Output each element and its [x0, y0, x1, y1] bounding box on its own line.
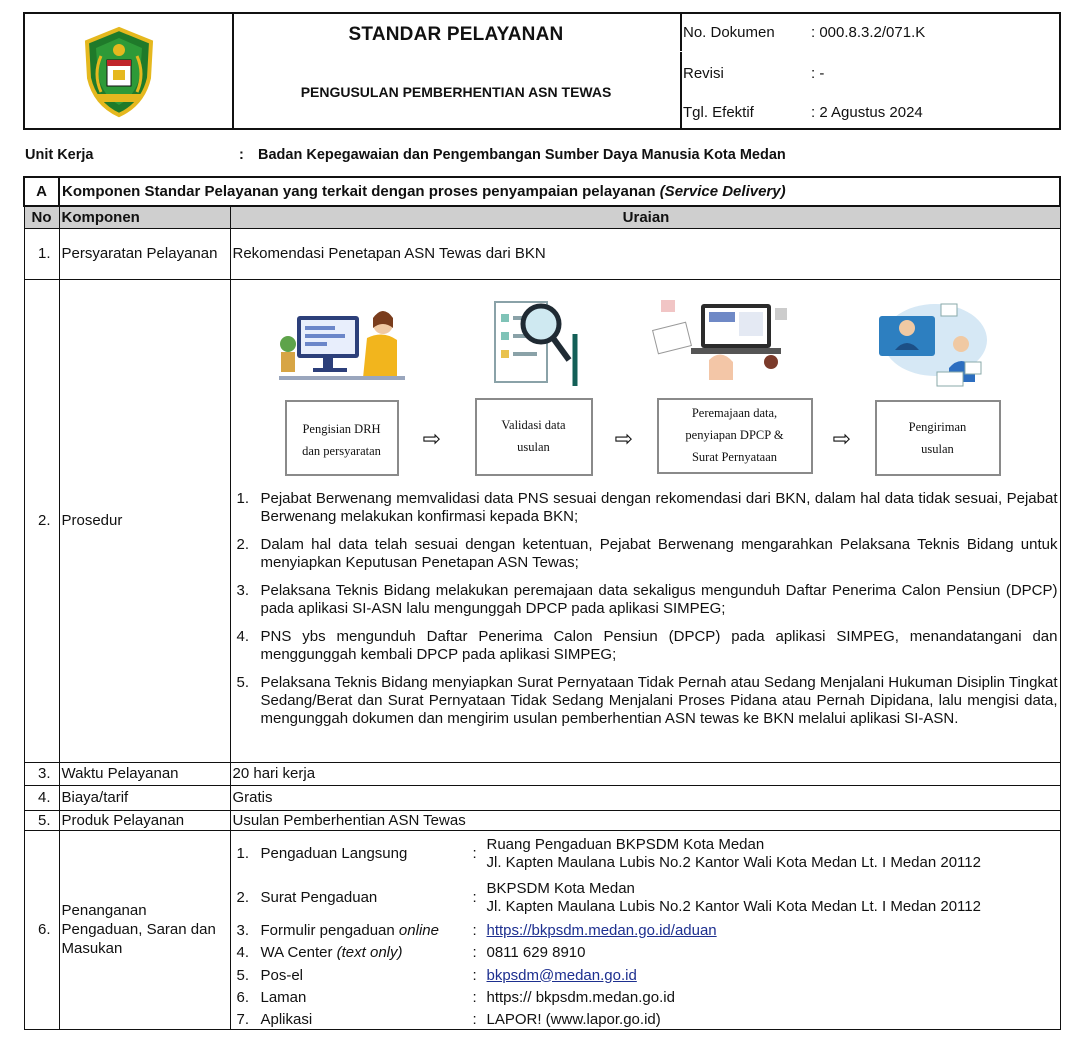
document-title: STANDAR PELAYANAN	[348, 24, 564, 45]
meta-value: : 000.8.3.2/071.K	[811, 24, 926, 41]
prosedur-content	[230, 279, 1060, 762]
section-title: Komponen Standar Pelayanan yang terkait dengan proses penyampaian pelayanan (Service Delivery)	[59, 177, 1060, 206]
meta-label: No. Dokumen	[683, 24, 775, 41]
list-item: 1. Pejabat Berwenang memvalidasi data PNS sesuai dengan rekomendasi dari BKN, dalam hal data tidak sesuai, Pejabat Berwenang melakukan konfirmasi kepada BKN;	[236, 489, 1058, 525]
row-komponen: Prosedur	[59, 279, 230, 762]
flow-step-pengiriman: Pengiriman usulan	[875, 400, 1001, 476]
flow-arrow-icon: ⇨	[614, 425, 633, 451]
row-number: 5.	[24, 810, 59, 830]
table-row	[24, 810, 1060, 830]
meta-value: : -	[811, 65, 825, 82]
document-subtitle: PENGUSULAN PEMBERHENTIAN ASN TEWAS	[300, 84, 612, 100]
row-uraian: 20 hari kerja	[230, 762, 1060, 785]
kota-medan-emblem-icon	[79, 26, 159, 118]
unit-kerja-colon: :	[239, 147, 244, 163]
unit-kerja-value: Badan Kepegawaian dan Pengembangan Sumber Daya Manusia Kota Medan	[258, 147, 786, 163]
list-item: 2. Dalam hal data telah sesuai dengan ketentuan, Pejabat Berwenang mengarahkan Pelaksana Teknis Bidang untuk menyiapkan Keputusan Penetapan ASN Tewas;	[236, 535, 1058, 571]
table-row-pengaduan	[24, 830, 1060, 1029]
row-number: 3.	[24, 762, 59, 785]
row-uraian: Usulan Pemberhentian ASN Tewas	[230, 810, 1060, 830]
unit-kerja	[25, 147, 786, 163]
document-header	[23, 12, 1061, 130]
meta-label: Tgl. Efektif	[683, 104, 754, 121]
prosedur-steps	[235, 490, 1058, 738]
standar-pelayanan-table	[23, 176, 1061, 1030]
section-letter: A	[24, 177, 59, 206]
table-row	[24, 228, 1060, 279]
document-meta	[680, 14, 1059, 128]
magnifier-checklist-icon	[489, 294, 585, 390]
row-number: 2.	[24, 279, 59, 762]
row-number: 4.	[24, 785, 59, 810]
col-komponen: Komponen	[59, 206, 230, 228]
table-row	[24, 785, 1060, 810]
row-komponen: Produk Pelayanan	[59, 810, 230, 830]
flow-arrow-icon: ⇨	[832, 425, 851, 451]
row-number: 6.	[24, 830, 59, 1029]
row-komponen: Penanganan Pengaduan, Saran dan Masukan	[59, 830, 230, 1029]
flow-step-pengisian-drh: Pengisian DRH dan persyaratan	[285, 400, 399, 476]
list-item: 5. Pelaksana Teknis Bidang menyiapkan Surat Pernyataan Tidak Pernah atau Sedang Menjalani Hukuman Disiplin Tingkat Sedang/Berat dan Surat Pernyataan Tidak Sedang Menjalani Proses Pidana atau Pernah Dipidana, lalu mengisi data, mengunggah dokumen dan mengirim usulan pemberhentian ASN tewas ke BKN melalui aplikasi SI-ASN.	[236, 673, 1058, 727]
column-header-row	[24, 206, 1060, 228]
table-row	[24, 762, 1060, 785]
list-item: 3. Pelaksana Teknis Bidang melakukan peremajaan data sekaligus mengunduh Daftar Penerima Calon Pensiun (DPCP) pada aplikasi SI-ASN lalu mengunggah DPCP pada aplikasi SIMPEG;	[236, 581, 1058, 617]
row-uraian: Gratis	[230, 785, 1060, 810]
flow-step-validasi: Validasi data usulan	[475, 398, 593, 476]
row-number: 1.	[24, 228, 59, 279]
laptop-documents-icon	[651, 296, 791, 382]
aduan-link[interactable]: https://bkpsdm.medan.go.id/aduan	[486, 921, 717, 939]
title-cell	[232, 14, 682, 128]
person-at-computer-icon	[279, 296, 405, 388]
table-row-prosedur	[24, 279, 1060, 762]
logo-cell	[25, 14, 234, 128]
col-uraian: Uraian	[230, 206, 1060, 228]
online-meeting-icon	[865, 292, 989, 392]
col-no: No	[24, 206, 59, 228]
flow-step-peremajaan: Peremajaan data, penyiapan DPCP & Surat Pernyataan	[657, 398, 813, 474]
row-komponen: Persyaratan Pelayanan	[59, 228, 230, 279]
flow-arrow-icon: ⇨	[422, 425, 441, 451]
meta-value: : 2 Agustus 2024	[811, 104, 923, 121]
section-header	[24, 177, 1060, 206]
row-komponen: Biaya/tarif	[59, 785, 230, 810]
unit-kerja-label: Unit Kerja	[25, 147, 94, 163]
email-link[interactable]: bkpsdm@medan.go.id	[486, 966, 637, 984]
row-komponen: Waktu Pelayanan	[59, 762, 230, 785]
meta-label: Revisi	[683, 65, 724, 82]
row-uraian: Rekomendasi Penetapan ASN Tewas dari BKN	[230, 228, 1060, 279]
list-item: 4. PNS ybs mengunduh Daftar Penerima Calon Pensiun (DPCP) pada aplikasi SIMPEG, menandatangani dan menggunggah kembali DPCP pada aplikasi SIMPEG;	[236, 627, 1058, 663]
pengaduan-content: 1. Pengaduan Langsung : Ruang Pengaduan BKPSDM Kota Medan Jl. Kapten Maulana Lubis No.2 Kantor Wali Kota Medan Lt. I Medan 20112 2. Surat Pengaduan : BKPSDM Kota Medan Jl. Kapten Maulana Lubis No.2 Kantor Wali Kota Medan Lt. I Medan 20112 3. Formulir pengaduan online : https://bkpsdm.medan.go.id/aduan 4. WA Center (text only) : 0811 629 8910 5. Pos-el : bkpsdm@medan.go.id 6. Laman : https:// bkpsdm.medan.go.id 7. Aplikasi : LAPOR! (www.lapor.go.id)	[230, 830, 1060, 1029]
